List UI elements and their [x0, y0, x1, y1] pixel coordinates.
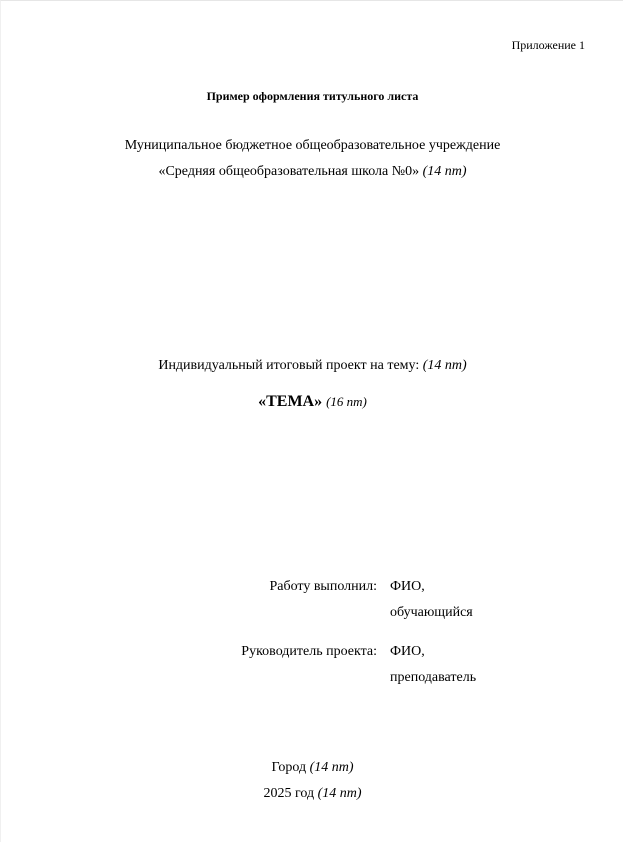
supervisor-label: Руководитель проекта: — [241, 644, 377, 659]
project-topic: «ТЕМА» — [258, 393, 323, 410]
project-topic-size-note: (16 пт) — [326, 394, 367, 409]
organization-line-2 — [1, 164, 623, 180]
year: 2025 год — [263, 786, 315, 801]
performer-role: обучающийся — [390, 605, 473, 620]
city-line — [1, 760, 623, 776]
project-heading-line — [1, 358, 623, 374]
city: Город — [271, 760, 307, 775]
performer-name: ФИО, — [390, 579, 425, 594]
city-size-note: (14 пт) — [309, 760, 354, 775]
supervisor-name: ФИО, — [390, 644, 425, 659]
year-line — [1, 786, 623, 802]
school-name: «Средняя общеобразовательная школа №0» — [158, 164, 420, 179]
project-heading-size-note: (14 пт) — [422, 358, 467, 373]
project-heading: Индивидуальный итоговый проект на тему: — [158, 358, 420, 373]
sample-title: Пример оформления титульного листа — [206, 89, 419, 103]
project-topic-line — [1, 393, 623, 411]
supervisor-role: преподаватель — [390, 670, 477, 685]
year-size-note: (14 пт) — [317, 786, 362, 801]
organization-line-1: Муниципальное бюджетное общеобразовательное учреждение — [124, 138, 501, 153]
appendix-label: Приложение 1 — [511, 38, 585, 52]
organization-size-note: (14 пт) — [422, 164, 467, 179]
performer-label: Работу выполнил: — [269, 579, 377, 594]
